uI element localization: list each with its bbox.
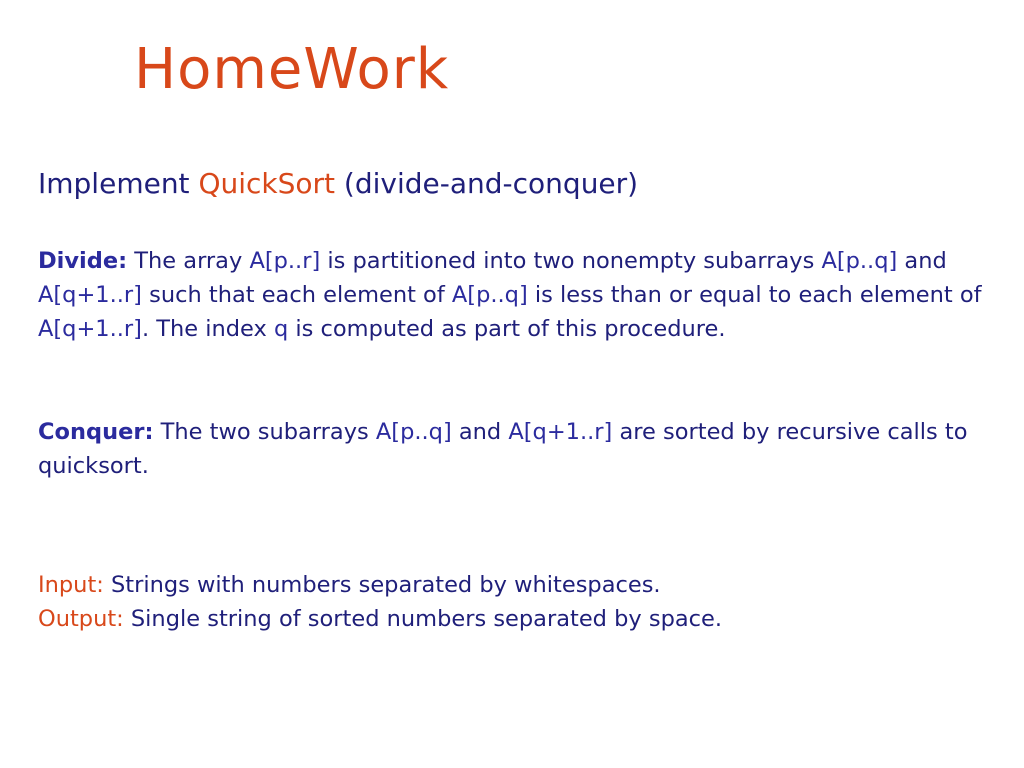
- divide-text-5: is less than or equal to each element of: [527, 282, 982, 308]
- array-term: A[p..q]: [451, 282, 528, 308]
- conquer-text-3: are sorted by recursive calls to quicksort.: [38, 419, 968, 479]
- divide-text-2: is partitioned into two nonempty subarrays: [320, 248, 822, 274]
- array-term: A[p..r]: [249, 248, 321, 274]
- array-term: A[q+1..r]: [508, 419, 613, 445]
- divide-text-7: is computed as part of this procedure.: [288, 316, 726, 342]
- quicksort-highlight: QuickSort: [198, 167, 336, 200]
- output-description: Single string of sorted numbers separated by space.: [123, 606, 723, 632]
- array-term: A[p..q]: [821, 248, 898, 274]
- input-description: Strings with numbers separated by whitespaces.: [103, 572, 661, 598]
- slide-subtitle: [38, 164, 988, 204]
- array-term: A[q+1..r]: [38, 282, 142, 308]
- divide-paragraph: [38, 244, 988, 346]
- divide-text-1: The array: [127, 248, 250, 274]
- conquer-paragraph: [38, 415, 988, 483]
- output-label: Output:: [38, 606, 124, 632]
- slide-title: HomeWork: [134, 37, 450, 102]
- input-line: [38, 568, 988, 602]
- divide-text-3: and: [897, 248, 947, 274]
- array-term: A[q+1..r]: [38, 316, 142, 342]
- array-term: A[p..q]: [375, 419, 452, 445]
- conquer-text-1: The two subarrays: [153, 419, 376, 445]
- output-line: [38, 602, 988, 636]
- conquer-text-2: and: [451, 419, 509, 445]
- subtitle-suffix: (divide-and-conquer): [335, 167, 639, 200]
- conquer-label: Conquer:: [38, 419, 154, 445]
- divide-label: Divide:: [38, 248, 128, 274]
- divide-text-4: such that each element of: [141, 282, 452, 308]
- index-term: q: [273, 316, 289, 342]
- divide-text-6: . The index: [141, 316, 274, 342]
- subtitle-prefix: Implement: [38, 167, 199, 200]
- input-label: Input:: [38, 572, 104, 598]
- io-section: [38, 568, 988, 636]
